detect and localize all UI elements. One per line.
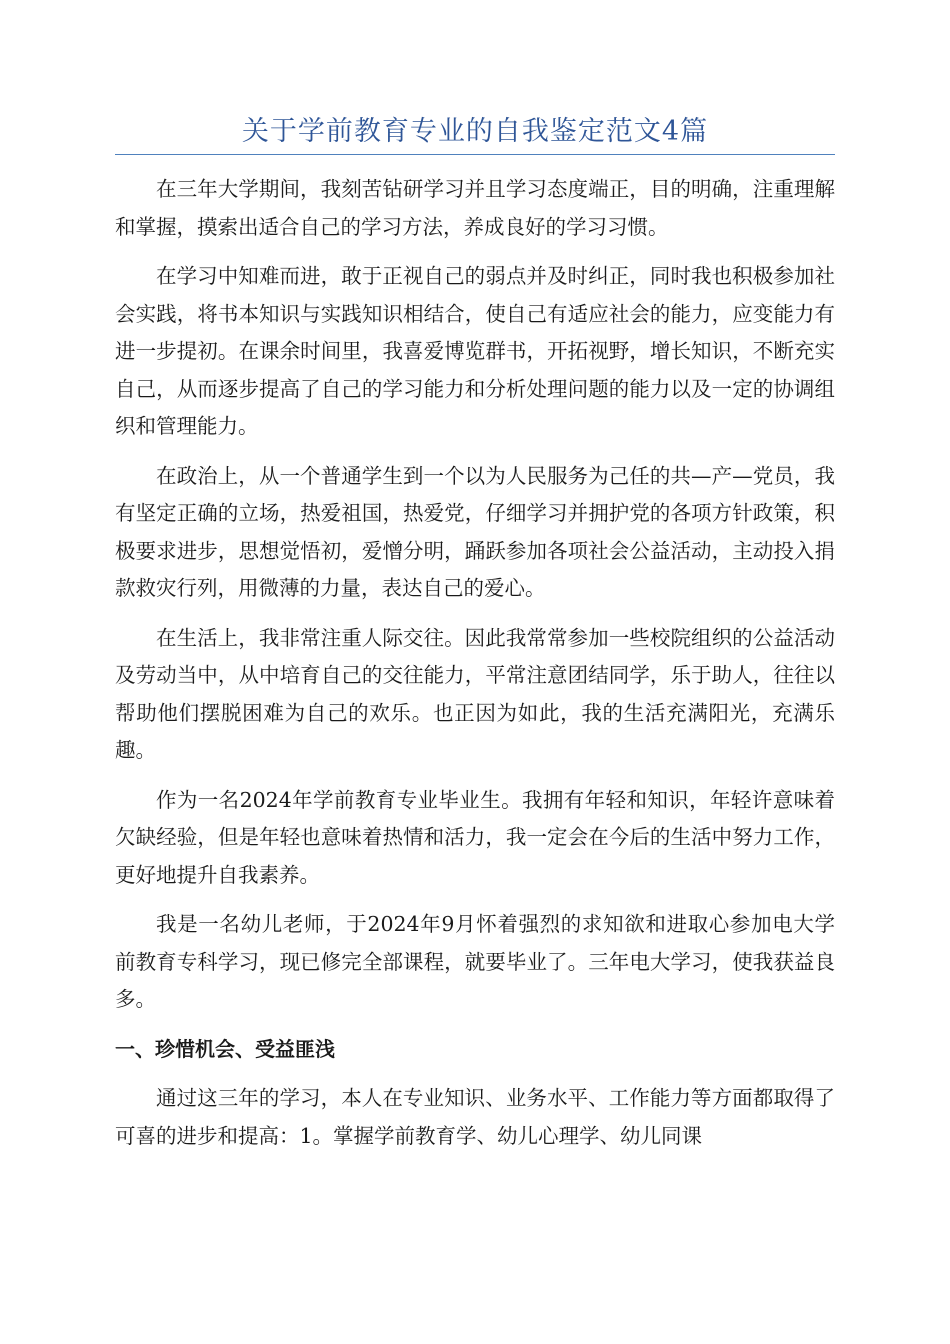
paragraph-2: 在学习中知难而进，敢于正视自己的弱点并及时纠正，同时我也积极参加社会实践，将书本知识与实践知识相结合，使自己有适应社会的能力，应变能力有进一步提初。在课余时间里，我喜爱博览群书，开拓视野，增长知识，不断充实自己，从而逐步提高了自己的学习能力和分析处理问题的能力以及一定的协调组织和管理能力。 [115,264,835,438]
paragraph-3: 在政治上，从一个普通学生到一个以为人民服务为己任的共—产—党员，我有坚定正确的立场，热爱祖国，热爱党，仔细学习并拥护党的各项方针政策，积极要求进步，思想觉悟初，爱憎分明，踊跃参加各项社会公益活动，主动投入捐款救灾行列，用微薄的力量，表达自己的爱心。 [115,463,835,600]
title-underline [115,154,835,155]
document-title: 关于学前教育专业的自我鉴定范文4篇 [241,116,709,147]
paragraph-4: 在生活上，我非常注重人际交往。因此我常常参加一些校院组织的公益活动及劳动当中，从中培育自己的交往能力，平常注意团结同学，乐于助人，往往以帮助他们摆脱困难为自己的欢乐。也正因为如此，我的生活充满阳光，充满乐趣。 [115,625,835,762]
section-paragraph: 通过这三年的学习，本人在专业知识、业务水平、工作能力等方面都取得了可喜的进步和提高：1。掌握学前教育学、幼儿心理学、幼儿同课 [115,1086,835,1148]
section-heading: 一、珍惜机会、受益匪浅 [115,1036,335,1061]
paragraph-1: 在三年大学期间，我刻苦钻研学习并且学习态度端正，目的明确，注重理解和掌握，摸索出适合自己的学习方法，养成良好的学习习惯。 [115,177,835,239]
document-body [115,171,835,1167]
paragraph-5: 作为一名2024年学前教育专业毕业生。我拥有年轻和知识，年轻许意味着欠缺经验，但是年轻也意味着热情和活力，我一定会在今后的生活中努力工作，更好地提升自我素养。 [115,787,835,887]
paragraph-6: 我是一名幼儿老师，于2024年9月怀着强烈的求知欲和进取心参加电大学前教育专科学习，现已修完全部课程，就要毕业了。三年电大学习，使我获益良多。 [115,912,835,1011]
